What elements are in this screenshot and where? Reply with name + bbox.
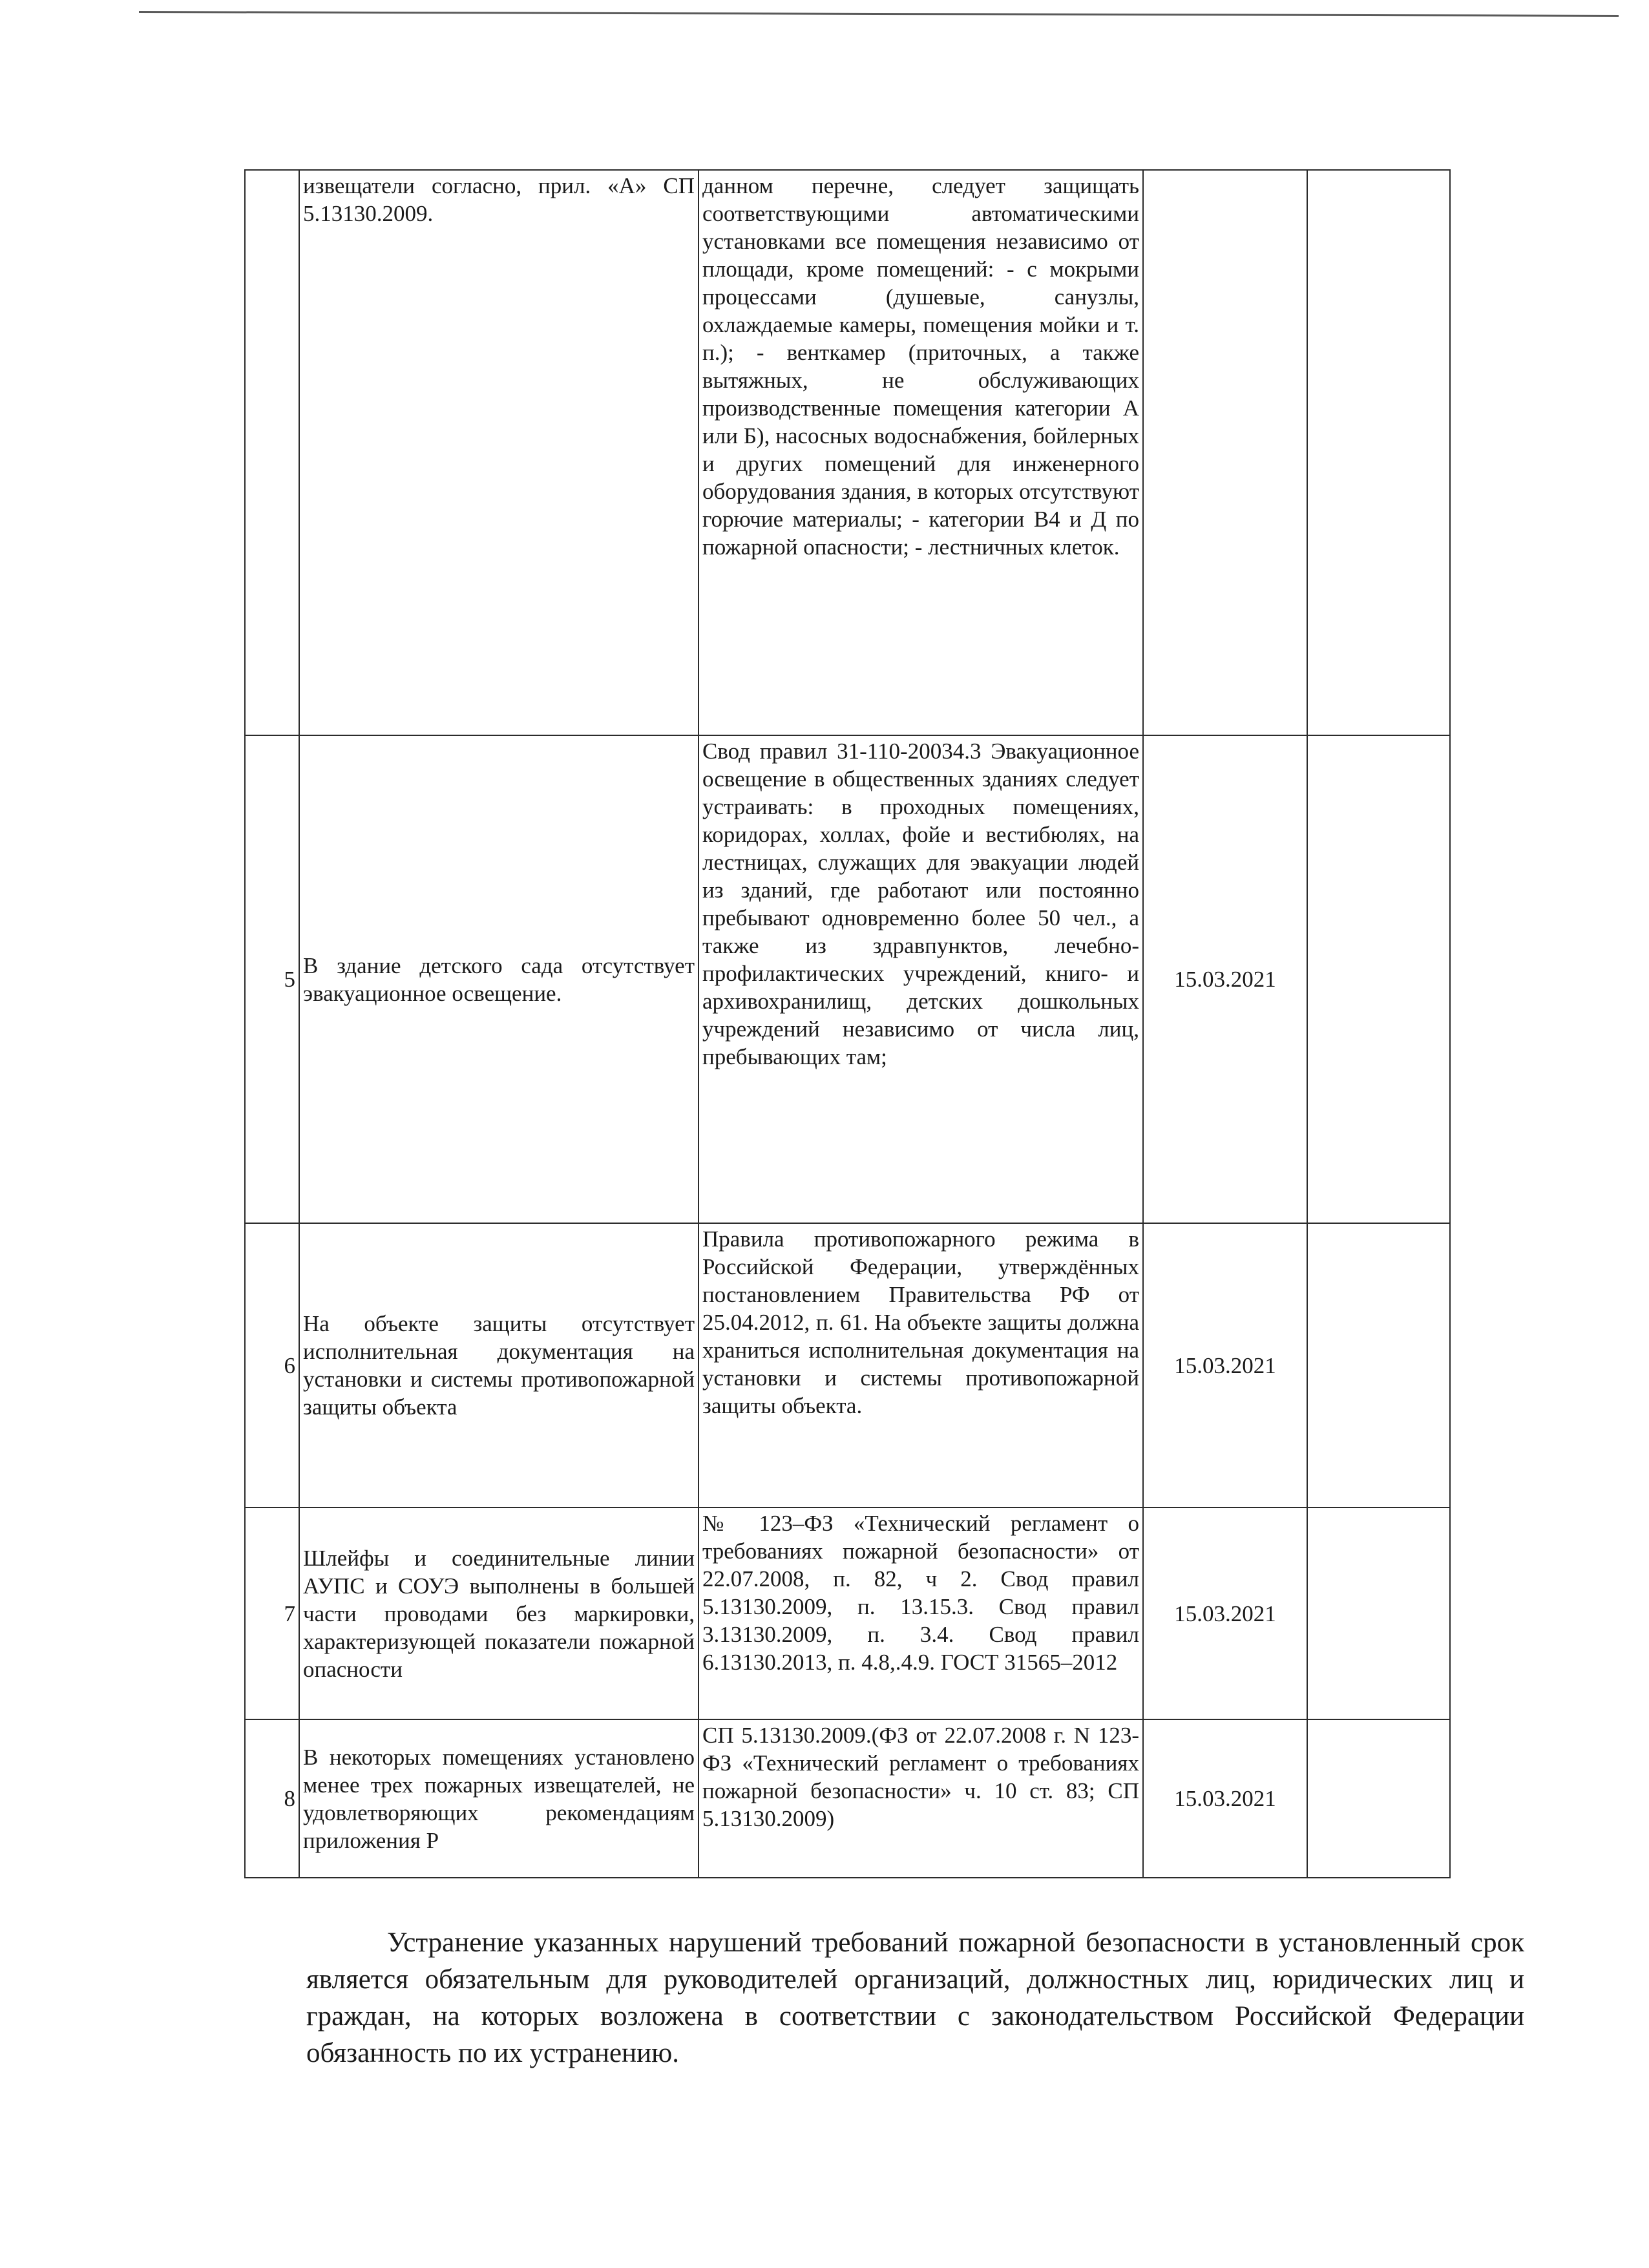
closing-text: Устранение указанных нарушений требований пожарной безопасности в установленный срок является обязательным для руководителей организаций, должностных лиц, юридических лиц и граждан, на которых возложена в соответствии с законодательством Российской Федерации обязанность по их устранению. [306, 1927, 1524, 2068]
row-number: 5 [245, 735, 299, 1223]
mark-cell [1307, 1507, 1450, 1719]
mark-cell [1307, 1223, 1450, 1507]
regulation-reference: Правила противопожарного режима в Российской Федерации, утверждённых постановлением Правительства РФ от 25.04.2012, п. 61. На объекте защиты должна храниться исполнительная документация на установки и системы противопожарной защиты объекта. [698, 1223, 1143, 1507]
table-row [245, 1507, 1450, 1719]
table-row [245, 1719, 1450, 1878]
row-number: 6 [245, 1223, 299, 1507]
deadline-cell: 15.03.2021 [1143, 1507, 1307, 1719]
table-row [245, 1223, 1450, 1507]
table-row [245, 735, 1450, 1223]
closing-paragraph [306, 1924, 1524, 2072]
row-number [245, 170, 299, 735]
violation-description: В некоторых помещениях установлено менее трех пожарных извещателей, не удовлетворяющих рекомендациям приложения Р [299, 1719, 698, 1878]
violation-description: извещатели согласно, прил. «А» СП 5.13130.2009. [299, 170, 698, 735]
regulation-reference: Свод правил 31-110-20034.3 Эвакуационное освещение в общественных зданиях следует устраивать: в проходных помещениях, коридорах, холлах, фойе и вестибюлях, на лестницах, служащих для эвакуации людей из зданий, где работают или постоянно пребывают одновременно более 50 чел., а также из здравпунктов, лечебно-профилактических учреждений, книго- и архивохранилищ, детских дошкольных учреждений независимо от числа лиц, пребывающих там; [698, 735, 1143, 1223]
table-row [245, 170, 1450, 735]
violation-description: В здание детского сада отсутствует эвакуационное освещение. [299, 735, 698, 1223]
deadline-cell: 15.03.2021 [1143, 1223, 1307, 1507]
mark-cell [1307, 735, 1450, 1223]
deadline-cell [1143, 170, 1307, 735]
regulation-reference: № 123–ФЗ «Технический регламент о требованиях пожарной безопасности» от 22.07.2008, п. 82, ч 2. Свод правил 5.13130.2009, п. 13.15.3. Свод правил 3.13130.2009, п. 3.4. Свод правил 6.13130.2013, п. 4.8,.4.9. ГОСТ 31565–2012 [698, 1507, 1143, 1719]
scan-edge-top [139, 11, 1619, 17]
regulation-reference: данном перечне, следует защищать соответствующими автоматическими установками все помещения независимо от площади, кроме помещений: - с мокрыми процессами (душевые, санузлы, охлаждаемые камеры, помещения мойки и т. п.); - венткамер (приточных, а также вытяжных, не обслуживающих производственные помещения категории А или Б), насосных водоснабжения, бойлерных и других помещений для инженерного оборудования здания, в которых отсутствуют горючие материалы; - категории В4 и Д по пожарной опасности; - лестничных клеток. [698, 170, 1143, 735]
deadline-cell: 15.03.2021 [1143, 1719, 1307, 1878]
row-number: 7 [245, 1507, 299, 1719]
deadline-cell: 15.03.2021 [1143, 735, 1307, 1223]
violation-description: На объекте защиты отсутствует исполнительная документация на установки и системы противопожарной защиты объекта [299, 1223, 698, 1507]
violation-description: Шлейфы и соединительные линии АУПС и СОУЭ выполнены в большей части проводами без маркировки, характеризующей показатели пожарной опасности [299, 1507, 698, 1719]
violations-table [244, 169, 1451, 1878]
row-number: 8 [245, 1719, 299, 1878]
mark-cell [1307, 170, 1450, 735]
mark-cell [1307, 1719, 1450, 1878]
regulation-reference: СП 5.13130.2009.(ФЗ от 22.07.2008 г. N 123-ФЗ «Технический регламент о требованиях пожарной безопасности» ч. 10 ст. 83; СП 5.13130.2009) [698, 1719, 1143, 1878]
